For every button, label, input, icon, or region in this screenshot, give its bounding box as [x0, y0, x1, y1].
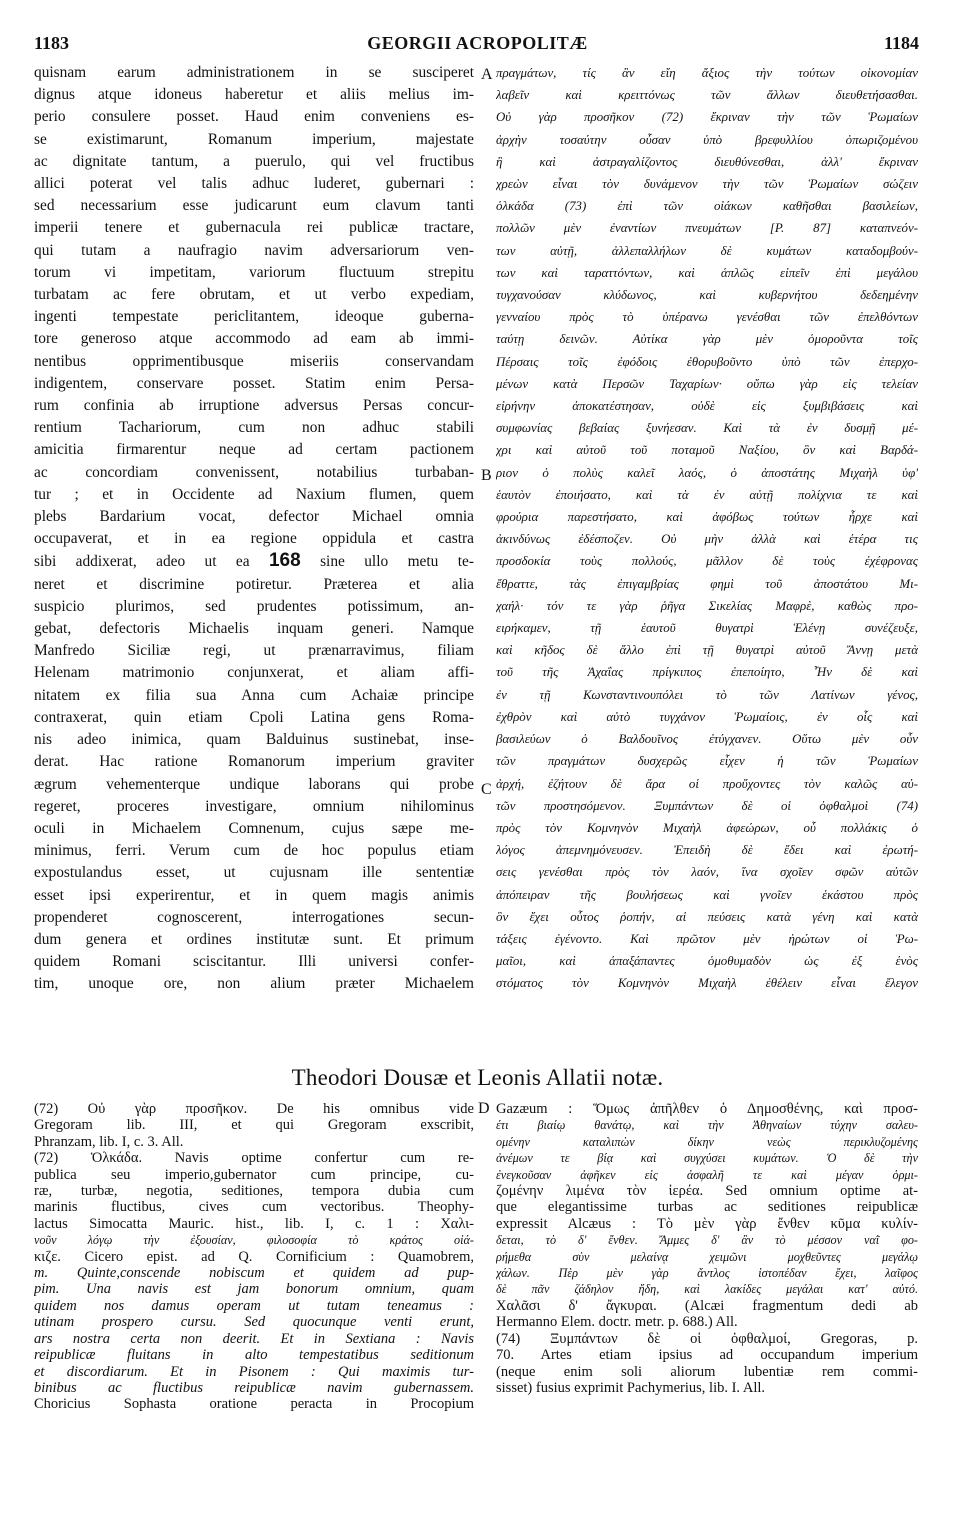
latin-line: nitatem ex filia sua Anna cum Achaiæ principe: [34, 686, 474, 704]
note-line: (74) Ξυμπάντων δὲ οἱ ὀφθαλμοί, Gregoras, p.: [496, 1330, 918, 1347]
note-line: et discordiarum. Et in Pisonem : Qui maximis tur-: [34, 1363, 474, 1380]
greek-line: γενναίου πρὸς τὸ ὑπέρανω γενέσθαι τῶν ἐπελθόντων: [496, 310, 918, 325]
greek-line: εἰρήνην ἀποκατέστησαν, οὐδὲ εἰς ξυμβιβάσεις καὶ: [496, 399, 918, 414]
greek-line: πραγμάτων, τίς ἂν εἴη ἄξιος τὴν τούτων οἰκονομίαν: [496, 66, 918, 80]
sidenote-number: 168: [268, 550, 301, 572]
note-line: m. Quinte,conscende nobiscum et quidem ad pup-: [34, 1265, 474, 1282]
latin-line: suspicio plurimos, sed prudentes potissimum, an-: [34, 597, 474, 615]
latin-line-with-sidenote: [34, 550, 474, 573]
latin-line: esset ipsi experirentur, et in quem magis animis: [34, 886, 474, 904]
note-line: δεται, τὸ δ' ἔνθεν. Ἄμμες δ' ἂν τὸ μέσσον ναῒ φο-: [496, 1233, 918, 1248]
note-line: ἐνεγκοῦσαν ἀφῆκεν εἰς ἀσφαλῆ τε καὶ μέγαν ὁρμι-: [496, 1167, 918, 1182]
greek-line: φρούρια παρεστήσατο, καὶ ἀφόβως τούτων ἦρχε καὶ: [496, 510, 918, 525]
greek-line: τῶν προστησόμενον. Ξυμπάντων δὲ οἱ ὀφθαλμοὶ (74): [496, 798, 918, 813]
greek-line: χαήλ· τόν τε γὰρ ῥῆγα Σικελίας Μαφρὲ, καθὼς προ-: [496, 598, 918, 613]
latin-line: gebat, defectoris Michaelis inquam generi. Namque: [34, 620, 474, 638]
latin-line: derat. Hac ratione Romanorum imperium graviter: [34, 753, 474, 771]
note-line: Gregoram lib. III, et qui Gregoram exscribit,: [34, 1117, 474, 1134]
latin-line: ac concordiam convenissent, notabilius turbaban-: [34, 463, 474, 481]
note-line: ars nostra certa non deerit. Et in Sextiana : Navis: [34, 1330, 474, 1347]
margin-letter-b: B: [481, 467, 492, 484]
greek-line: ἀπόπειραν τῆς βουλήσεως καὶ γνοῖεν ἑκάστου πρὸς: [496, 887, 918, 902]
note-line: pim. Una navis est jam bonorum omnium, quam: [34, 1281, 474, 1298]
note-line: ζομένην λιμένα τὸν ἱερέα. Sed omnium optime at-: [496, 1183, 918, 1200]
latin-line: minimus, ferri. Verum cum de hoc populus etiam: [34, 842, 474, 860]
greek-line: των αὐτῇ, ἀλλεπαλλήλων δὲ κυμάτων καταδομβούν-: [496, 243, 918, 258]
latin-line: imperii tenere et gubernacula rei publicæ tractare,: [34, 219, 474, 237]
note-line: Hermanno Elem. doctr. metr. p. 688.) All.: [496, 1314, 738, 1331]
latin-line: occupaverat, et in ea regione oppidula et castra: [34, 530, 474, 548]
latin-line: neret et discrimine potiretur. Præterea et alia: [34, 575, 474, 593]
latin-line-part: sine ullo metu te-: [320, 553, 474, 571]
latin-line: oculi in Michaelem Comnenum, cujus sæpe me-: [34, 819, 474, 837]
note-line: κιζε. Cicero epist. ad Q. Cornificium : Quamobrem,: [34, 1248, 474, 1265]
greek-line: λαβεῖν καὶ κρειττόνως τῶν ἄλλων διευθετήσασθαι.: [496, 88, 918, 103]
latin-line: amicitia firmarentur neque ad certam pactionem: [34, 441, 474, 459]
latin-line: expostulandus esset, ut cujusnam ille sententiæ: [34, 864, 474, 882]
note-line: publica seu imperio,gubernator cum principe, cu-: [34, 1166, 474, 1183]
greek-line: ὃν ἔχει οὗτος ῥοπήν, αἱ πεύσεις κατὰ γένη καὶ κατὰ: [496, 909, 918, 924]
note-line: Choricius Sophasta oratione peracta in Procopium: [34, 1396, 474, 1413]
margin-letter-c: C: [481, 781, 492, 798]
greek-line: λόγος ἀπεμνημόνευσεν. Ἐπειδὴ δὲ ἔδει καὶ ἐρωτή-: [496, 843, 918, 858]
note-line: Gazæum : Ὅμως ἀπῆλθεν ὁ Δημοσθένης, καὶ προσ-: [496, 1101, 918, 1117]
greek-line: χρι καὶ αὐτοῦ τοῦ ποταμοῦ Ναξίου, ὃν καὶ Βαρδά-: [496, 443, 918, 458]
greek-line: στόματος τὸν Κομνηνὸν Μιχαὴλ ἐθέλειν εἶναι ἔλεγον: [496, 976, 918, 991]
greek-line: ριον ὁ πολὺς καλεῖ λαός, ὁ ἀποστάτης Μιχαὴλ ὑφ': [496, 465, 918, 480]
latin-line: propenderet cognoscerent, interrogationes secun-: [34, 908, 474, 926]
greek-line: ταύτῃ δεινῶν. Αὐτίκα γὰρ μὲν ὁμοροῦντα τοῖς: [496, 332, 918, 347]
latin-line-part: sibi addixerat, adeo ut ea: [34, 553, 250, 571]
greek-line: τάξεις ἐγένοντο. Καὶ πρῶτον μὲν ἠρώτων οἱ Ῥω-: [496, 931, 918, 946]
greek-line: πρὸς τὸν Κομνηνὸν Μιχαὴλ ἀφεώρων, οὗ πολλάκις ὁ: [496, 820, 918, 835]
note-line: (72) Ὁλκάδα. Navis optime confertur cum re-: [34, 1150, 474, 1167]
latin-line: sed necessarium esse judicarunt eum clavum tanti: [34, 197, 474, 215]
latin-line: ægrum vehementerque undique laborans qui probe: [34, 775, 474, 793]
greek-line: ὁλκάδα (73) ἐπὶ τῶν οἰάκων καθῆσθαι βασιλείων,: [496, 199, 918, 214]
right-page-number: 1184: [883, 33, 919, 53]
latin-line: ingenti tempestate periclitantem, ideoque guberna-: [34, 308, 474, 326]
greek-line: ἀρχή, ἐζήτουν δὲ ἄρα οἱ προὔχοντες τὸν καλῶς αὐ-: [496, 776, 918, 791]
latin-line: Helenam matrimonio conjunxerat, et aliam affi-: [34, 664, 474, 682]
note-line: binibus ac fluctibus reipublicæ navim gubernassem.: [34, 1379, 474, 1396]
margin-letter-d: D: [478, 1100, 490, 1117]
greek-line: καὶ κῆδος δὲ ἄλλο ἐπὶ τῇ θυγατρὶ αὐτοῦ Ἄννῃ μετὰ: [496, 643, 918, 658]
greek-line: των καὶ ταραττόντων, καὶ ἁπλῶς εἰπεῖν ἐπὶ μεγάλου: [496, 265, 918, 280]
greek-line: συμφωνίας βεβαίας ξυνήεσαν. Καὶ τὰ ἐν δυσμῇ μέ-: [496, 421, 918, 436]
latin-line: torum vi impetitam, variorum fluctuum strepitu: [34, 263, 474, 281]
greek-line: μαῖοι, καὶ ἁπαξάπαντες ὁμοθυμαδὸν ὡς ἐξ ἑνὸς: [496, 954, 918, 969]
greek-line: ἢ καὶ ἀστραγαλίζοντος διευθύνεσθαι, ἀλλ' ἔκριναν: [496, 154, 918, 169]
latin-line: regeret, proceres investigare, omnium nihilominus: [34, 797, 474, 815]
greek-line: τυγχανούσαν κλύδωνος, καὶ κυβερνήτου δεδεημένην: [496, 288, 918, 303]
latin-line: contraxerat, quin etiam Cpoli Latina gens Roma-: [34, 708, 474, 726]
latin-line: tim, unoque ore, non alium præter Michaelem: [34, 975, 474, 993]
greek-line: ειρήκαμεν, τῇ ἑαυτοῦ θυγατρὶ Ἑλένῃ συνέζευξε,: [496, 621, 918, 636]
latin-line: allici poterat vel talis adhuc luderet, gubernari :: [34, 175, 474, 193]
latin-line: indigentem, conservare posset. Statim enim Persa-: [34, 374, 474, 392]
note-line: ρήμεθα σὺν μελαίνᾳ χειμῶνι μοχθεῦντες μεγάλῳ: [496, 1249, 918, 1264]
greek-line: χρεὼν εἶναι τὸν δυνάμενον τὴν τῶν Ῥωμαίων σώζειν: [496, 177, 918, 192]
margin-letter-a: A: [481, 66, 493, 83]
running-title: GEORGII ACROPOLITÆ: [367, 33, 588, 53]
greek-line: ἐχθρὸν καὶ αὐτὸ τυγχάνον Ῥωμαίοις, ἐν οἷς καὶ: [496, 709, 918, 724]
note-line: reipublicæ fluitans in alto tempestatibus seditionum: [34, 1347, 474, 1364]
notes-right-column: [496, 1101, 918, 1396]
latin-line: perio consulere posset. Haud enim conveniens es-: [34, 108, 474, 126]
left-page-number: 1183: [34, 33, 70, 53]
greek-line: ἑαυτὸν ἐποιήσατο, καὶ τὰ ἐν αὐτῇ πολίχνια τε καὶ: [496, 487, 918, 502]
greek-line: μένων κατὰ Περσῶν Ταχαρίων· οὔπω γὰρ εἰς τελείαν: [496, 376, 918, 391]
latin-line: turbatam ac fere obrutam, et ut verbo expediam,: [34, 286, 474, 304]
latin-line: qui tutam a naufragio navim adversariorum ven-: [34, 241, 474, 259]
latin-line: tore generoso atque accommodo ad eam ab immi-: [34, 330, 474, 348]
greek-line: ἀρχὴν τοσαύτην οὖσαν ὑπὸ βρεφυλλίου ὀπωριζομένου: [496, 132, 918, 147]
note-line: ræ, turbæ, negotia, seditiones, tempora dubia cum: [34, 1183, 474, 1200]
note-line: (neque enim soli aliorum lubentiæ rem commi-: [496, 1363, 918, 1380]
greek-line: τῶν πραγμάτων δυσχερῶς εἶχεν ἡ τῶν Ῥωμαίων: [496, 754, 918, 769]
greek-line: πολλῶν μὲν ἐναντίων πνευμάτων [P. 87] καταπνεόν-: [496, 221, 918, 236]
latin-line: nentibus opprimentibusque miseriis conservandam: [34, 352, 474, 370]
notes-heading: Theodori Dousæ et Leonis Allatii notæ.: [291, 1065, 664, 1090]
greek-line: τοῦ τῆς Ἀχαΐας πρίγκιπος ἐπεποίητο, Ἦν δὲ καὶ: [496, 665, 918, 680]
note-line: ομένην καταλιπὼν δίκην νεὼς περικλυζομένης: [496, 1134, 918, 1149]
note-line: lactus Simocatta Mauric. hist., lib. I, c. 1 : Χαλι-: [34, 1215, 474, 1232]
greek-line: ἔθραττε, τὰς ἐπιγαμβρίας φημὶ τοῦ ἀποστάτου Μι-: [496, 576, 918, 591]
latin-line: plebs Bardarium vocat, defector Michael omnia: [34, 508, 474, 526]
note-line: ἀνέμων τε βίᾳ καὶ συγχύσει κυμάτων. Ὁ δὲ τὴν: [496, 1151, 918, 1166]
greek-column: [496, 62, 918, 995]
note-line: έτι βιαίῳ θανάτῳ, καὶ τὴν Ἀθηναίων τύχην σαλευ-: [496, 1118, 918, 1133]
greek-line: βασιλεύων ὁ Βαλδουῖνος ἐτύγχανεν. Οὕτω μὲν οὖν: [496, 732, 918, 747]
notes-left-column: [34, 1101, 474, 1413]
latin-line: dum genera et ordines institutæ sunt. Et primum: [34, 930, 474, 948]
note-line: (72) Οὐ γὰρ προσῆκον. De his omnibus vide: [34, 1101, 474, 1117]
note-line: νοῦν λόγῳ τὴν ἐξουσίαν, φιλοσοφία τὸ κράτος οἰά-: [34, 1233, 474, 1248]
greek-line: Οὐ γὰρ προσῆκον (72) ἔκριναν τὴν τῶν Ῥωμαίων: [496, 110, 918, 125]
latin-line: se existimarunt, Romanum imperium, majestate: [34, 130, 474, 148]
note-line: sisset) fusius exprimit Pachymerius, lib. I. All.: [496, 1379, 766, 1396]
note-line: expressit Alcæus : Τὸ μὲν γὰρ ἔνθεν κῦμα κυλίν-: [496, 1215, 918, 1232]
latin-line: ac dignitate tantum, a puerulo, qui vel fructibus: [34, 152, 474, 170]
latin-column: [34, 62, 474, 996]
greek-line: Πέρσαις τοῖς ἐφόδοις ἐθορυβοῦντο ὑπὸ τῶν ἐπερχο-: [496, 354, 918, 369]
latin-line: quidem Romani sciscitantur. Illi universi confer-: [34, 953, 474, 971]
note-line: que elegantissime turbas ac seditiones reipublicæ: [496, 1199, 918, 1216]
latin-line: quisnam earum administrationem in se susciperet: [34, 64, 474, 81]
latin-line: tur ; et in Occidente ad Naxium flumen, quem: [34, 485, 474, 503]
latin-line: rum confinia ab irruptione adversus Persas concur-: [34, 397, 474, 415]
greek-line: ἐν τῇ Κωνσταντινουπόλει τὸ τῶν Λατίνων γένος,: [496, 687, 918, 702]
note-line: 70. Artes etiam ipsius ad occupandum imperium: [496, 1347, 918, 1364]
greek-line: σεις γενέσθαι πρὸς τὸν λαόν, ἵνα σχοῖεν σφῶν αὐτῶν: [496, 865, 918, 880]
note-line: quidem nos damus operam ut tutam teneamus :: [34, 1297, 474, 1314]
note-line: Phranzam, lib. I, c. 3. All.: [34, 1133, 184, 1150]
note-line: marinis fluctibus, cives cum vectoribus. Theophy-: [34, 1199, 474, 1216]
note-line: utinam prospero cursu. Sed quocunque venti erunt,: [34, 1314, 474, 1331]
latin-line: Manfredo Siciliæ regi, ut prænarravimus, filiam: [34, 642, 474, 660]
note-line: δὲ πᾶν ζάδηλον ἤδη, καὶ λακίδες μεγάλαι κατ' αὐτό.: [496, 1282, 918, 1297]
latin-line: dignus atque idoneus haberetur et aliis melius im-: [34, 86, 474, 104]
note-line: χάλων. Πὲρ μὲν γὰρ ἄντλος ἱστοπέδαν ἔχει, λαῖφος: [496, 1266, 918, 1281]
latin-line: rentium Tachariorum, cum non adhuc stabili: [34, 419, 474, 437]
latin-line: nis adeo inimica, quam Balduinus sustinebat, inse-: [34, 731, 474, 749]
greek-line: ἀκινδύνως ἐδέσποζεν. Οὐ μὴν ἀλλὰ καὶ ἑτέρα τις: [496, 532, 918, 547]
note-line: Χαλᾶσι δ' ἄγκυραι. (Alcæi fragmentum dedi ab: [496, 1297, 918, 1314]
greek-line: προσδοκία τοὺς πολλούς, μᾶλλον δὲ τοὺς ἐχέφρονας: [496, 554, 918, 569]
